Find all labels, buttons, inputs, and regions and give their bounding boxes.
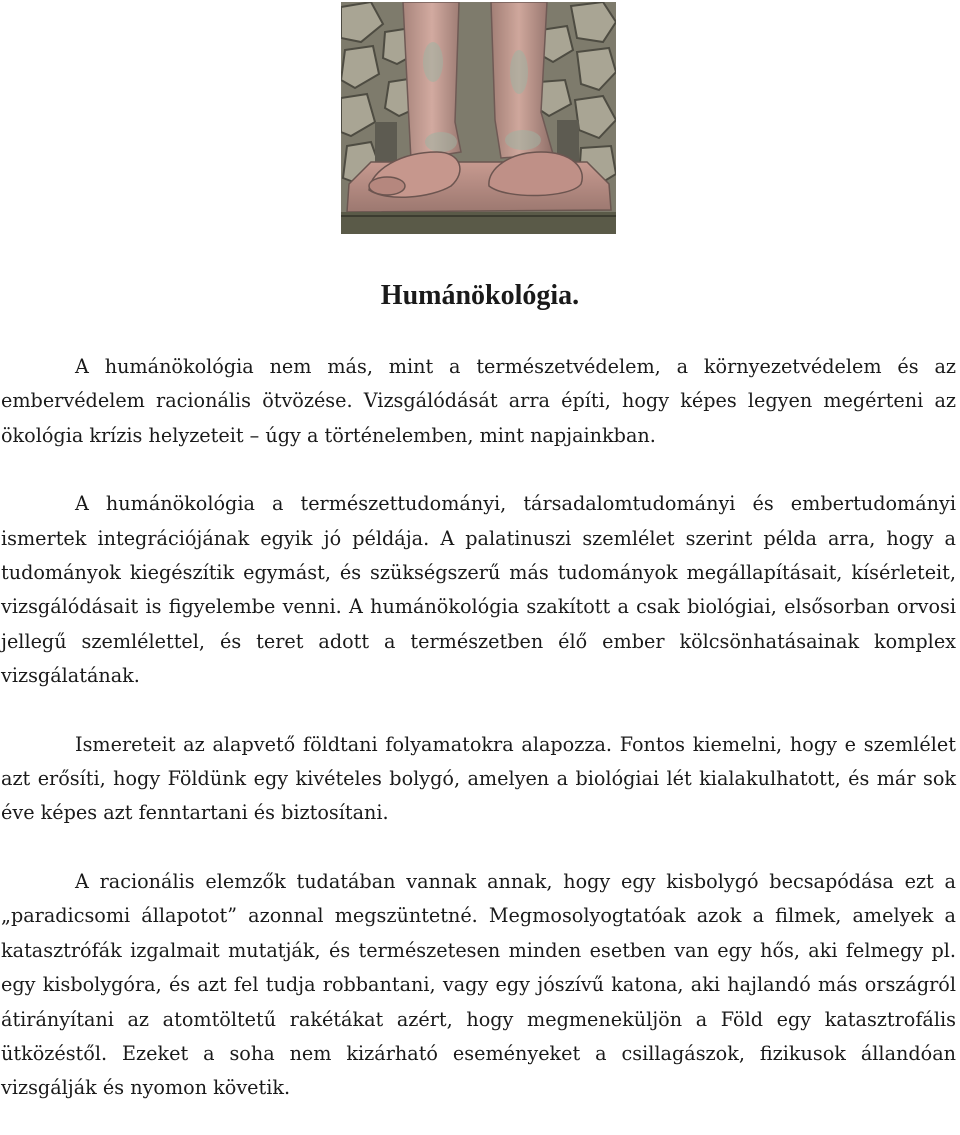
paragraph-2: A humánökológia a természettudományi, társadalomtudományi és embertudományi ismertek integrációjának egyik jó példája. A palatinuszi szemlélet szerint példa arra, hogy a tudományok kiegészítik egymást, és szükségszerű más tudományok megállapításait, kísérleteit, vizsgálódásait is figyelembe venni. A humánökológia szakított a csak biológiai, elsősorban orvosi jellegű szemlélettel, és teret adott a természetben élő ember kölcsönhatásainak komplex vizsgálatának.	[1, 492, 956, 688]
paragraph-1: A humánökológia nem más, mint a természetvédelem, a környezetvédelem és az embervédelem racionális ötvözése. Vizsgálódását arra építi, hogy képes legyen megérteni az ökológia krízis helyzeteit – úgy a történelemben, mint napjainkban.	[1, 355, 956, 447]
statue-feet-photo	[341, 2, 616, 234]
page-title: Humánökológia.	[380, 280, 580, 311]
paragraph-4: A racionális elemzők tudatában vannak annak, hogy egy kisbolygó becsapódása ezt a „paradicsomi állapotot” azonnal megszüntetné. Megmosolyogtatóak azok a filmek, amelyek a katasztrófák izgalmait mutatják, és természetesen minden esetben van egy hős, aki felmegy pl. egy kisbolygóra, és azt fel tudja robbantani, vagy egy jószívű katona, aki hajlandó más országról átirányítani az atomtöltetű rakétákat azért, hogy megmeneküljön a Föld egy katasztrofális ütközéstől. Ezeket a soha nem kizárható eseményeket a csillagászok, fizikusok állandóan vizsgálják és nyomon követik.	[1, 869, 956, 1100]
paragraph-3: Ismereteit az alapvető földtani folyamatokra alapozza. Fontos kiemelni, hogy e szemlélet azt erősíti, hogy Földünk egy kivételes bolygó, amelyen a biológiai lét kialakulhatott, és már sok éve képes azt fenntartani és biztosítani.	[1, 732, 956, 825]
body-text	[1, 350, 956, 1106]
